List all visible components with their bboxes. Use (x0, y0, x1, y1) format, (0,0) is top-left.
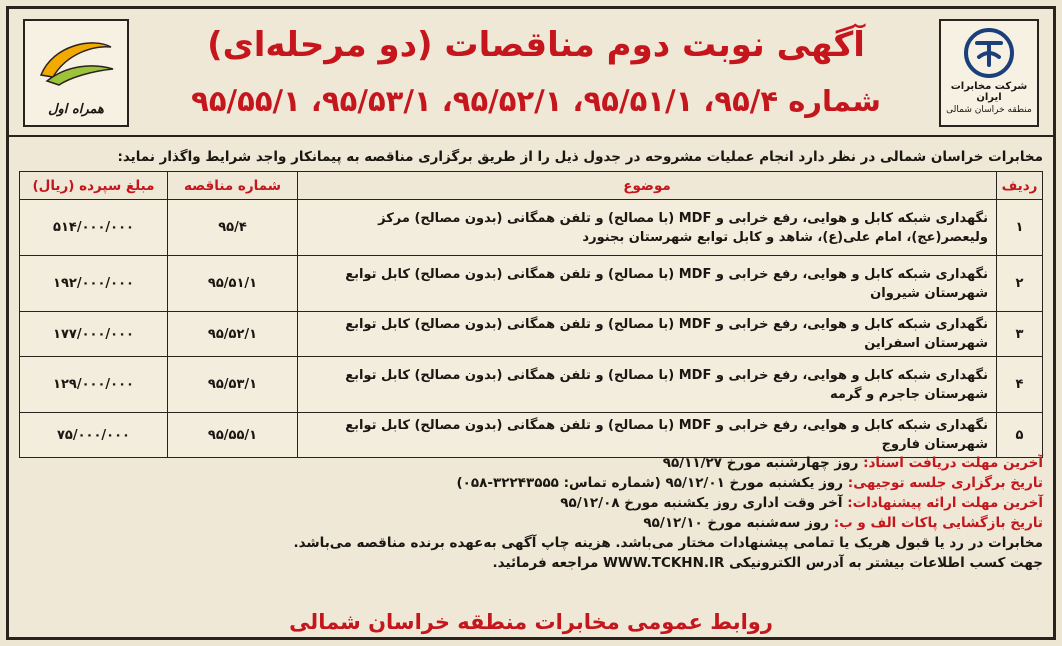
tci-logo (939, 19, 1039, 127)
row-subject: نگهداری شبکه کابل و هوایی، رفع خرابی و MDF (با مصالح) و تلفن همگانی (بدون مصالح) کابل توابع شهرستان فاروج (298, 413, 997, 458)
docs-deadline-line (19, 453, 1043, 473)
website-note: جهت کسب اطلاعات بیشتر به آدرس الکترونیکی WWW.TCKHN.IR مراجعه فرمائید. (492, 555, 1043, 571)
row-subject: نگهداری شبکه کابل و هوایی، رفع خرابی و MDF (با مصالح) و تلفن همگانی (بدون مصالح) کابل توابع شهرستان شیروان (298, 256, 997, 312)
hamrah-aval-swirl-icon (33, 31, 119, 89)
row-tender-number: ۹۵/۵۲/۱ (168, 312, 298, 357)
row-tender-number: ۹۵/۵۳/۱ (168, 357, 298, 413)
right-logo-org: شرکت مخابرات ایران (950, 81, 1028, 103)
row-tender-number: ۹۵/۵۱/۱ (168, 256, 298, 312)
table-header-row (20, 172, 1043, 200)
tender-schedule (19, 453, 1043, 573)
tender-numbers: شماره ۹۵/۴، ۹۵/۵۱/۱، ۹۵/۵۲/۱، ۹۵/۵۳/۱، ۹۵/۵۵/۱ (191, 84, 881, 118)
terms-note: مخابرات در رد یا قبول هریک یا تمامی پیشنهادات مختار می‌باشد. هزینه چاپ آگهی به‌عهده برنده مناقصه می‌باشد. (293, 535, 1043, 551)
briefing-value: روز یکشنبه مورخ ۹۵/۱۲/۰۱ (شماره تماس: ۳۲۲۴۳۵۵۵-۰۵۸) (456, 475, 844, 491)
hamrah-aval-logo (23, 19, 129, 127)
row-index: ۵ (997, 413, 1043, 458)
row-deposit-amount: ۱۲۹/۰۰۰/۰۰۰ (20, 357, 168, 413)
advertisement-frame (6, 6, 1056, 640)
opening-value: روز سه‌شنبه مورخ ۹۵/۱۲/۱۰ (643, 515, 830, 531)
table-row (20, 256, 1043, 312)
row-deposit-amount: ۷۵/۰۰۰/۰۰۰ (20, 413, 168, 458)
header-index: ردیف (997, 172, 1043, 200)
page-title: آگهی نوبت دوم مناقصات (دو مرحله‌ای) (207, 25, 865, 65)
row-tender-number: ۹۵/۴ (168, 200, 298, 256)
header-subject: موضوع (298, 172, 997, 200)
header-deposit-amount: مبلغ سپرده (ریال) (20, 172, 168, 200)
left-logo-text: همراه اول (48, 102, 104, 117)
header-tender-number: شماره مناقصه (168, 172, 298, 200)
table-row (20, 200, 1043, 256)
row-index: ۴ (997, 357, 1043, 413)
briefing-line (19, 473, 1043, 493)
table-row (20, 312, 1043, 357)
row-subject: نگهداری شبکه کابل و هوایی، رفع خرابی و MDF (با مصالح) و تلفن همگانی (بدون مصالح) کابل توابع شهرستان اسفراین (298, 312, 997, 357)
opening-label: تاریخ بازگشایی پاکات الف و ب: (833, 515, 1043, 531)
proposal-deadline-value: آخر وقت اداری روز یکشنبه مورخ ۹۵/۱۲/۰۸ (560, 495, 843, 511)
tender-table (19, 171, 1043, 458)
tci-emblem-icon (959, 27, 1019, 79)
row-deposit-amount: ۱۷۷/۰۰۰/۰۰۰ (20, 312, 168, 357)
intro-text: مخابرات خراسان شمالی در نظر دارد انجام عملیات مشروحه در جدول ذیل را از طریق برگزاری مناقصه به پیمانکار واجد شرایط واگذار نماید: (117, 149, 1043, 165)
opening-line (19, 513, 1043, 533)
proposal-deadline-label: آخرین مهلت ارائه پیشنهادات: (847, 495, 1043, 511)
row-deposit-amount: ۵۱۴/۰۰۰/۰۰۰ (20, 200, 168, 256)
header (9, 9, 1053, 137)
row-index: ۳ (997, 312, 1043, 357)
table-row (20, 357, 1043, 413)
public-relations-signature: روابط عمومی مخابرات منطقه خراسان شمالی (289, 610, 773, 634)
row-subject: نگهداری شبکه کابل و هوایی، رفع خرابی و MDF (با مصالح) و تلفن همگانی (بدون مصالح) مرکز ولیعصر(عج)، امام علی(ع)، شاهد و کابل توابع شهرستان بجنورد (298, 200, 997, 256)
row-subject: نگهداری شبکه کابل و هوایی، رفع خرابی و MDF (با مصالح) و تلفن همگانی (بدون مصالح) کابل توابع شهرستان جاجرم و گرمه (298, 357, 997, 413)
row-index: ۱ (997, 200, 1043, 256)
row-tender-number: ۹۵/۵۵/۱ (168, 413, 298, 458)
table-row (20, 413, 1043, 458)
proposal-deadline-line (19, 493, 1043, 513)
row-deposit-amount: ۱۹۲/۰۰۰/۰۰۰ (20, 256, 168, 312)
docs-deadline-label: آخرین مهلت دریافت اسناد: (863, 455, 1043, 471)
row-index: ۲ (997, 256, 1043, 312)
docs-deadline-value: روز چهارشنبه مورخ ۹۵/۱۱/۲۷ (662, 455, 859, 471)
briefing-label: تاریخ برگزاری جلسه توجیهی: (847, 475, 1043, 491)
right-logo-region: منطقه خراسان شمالی (946, 105, 1032, 115)
